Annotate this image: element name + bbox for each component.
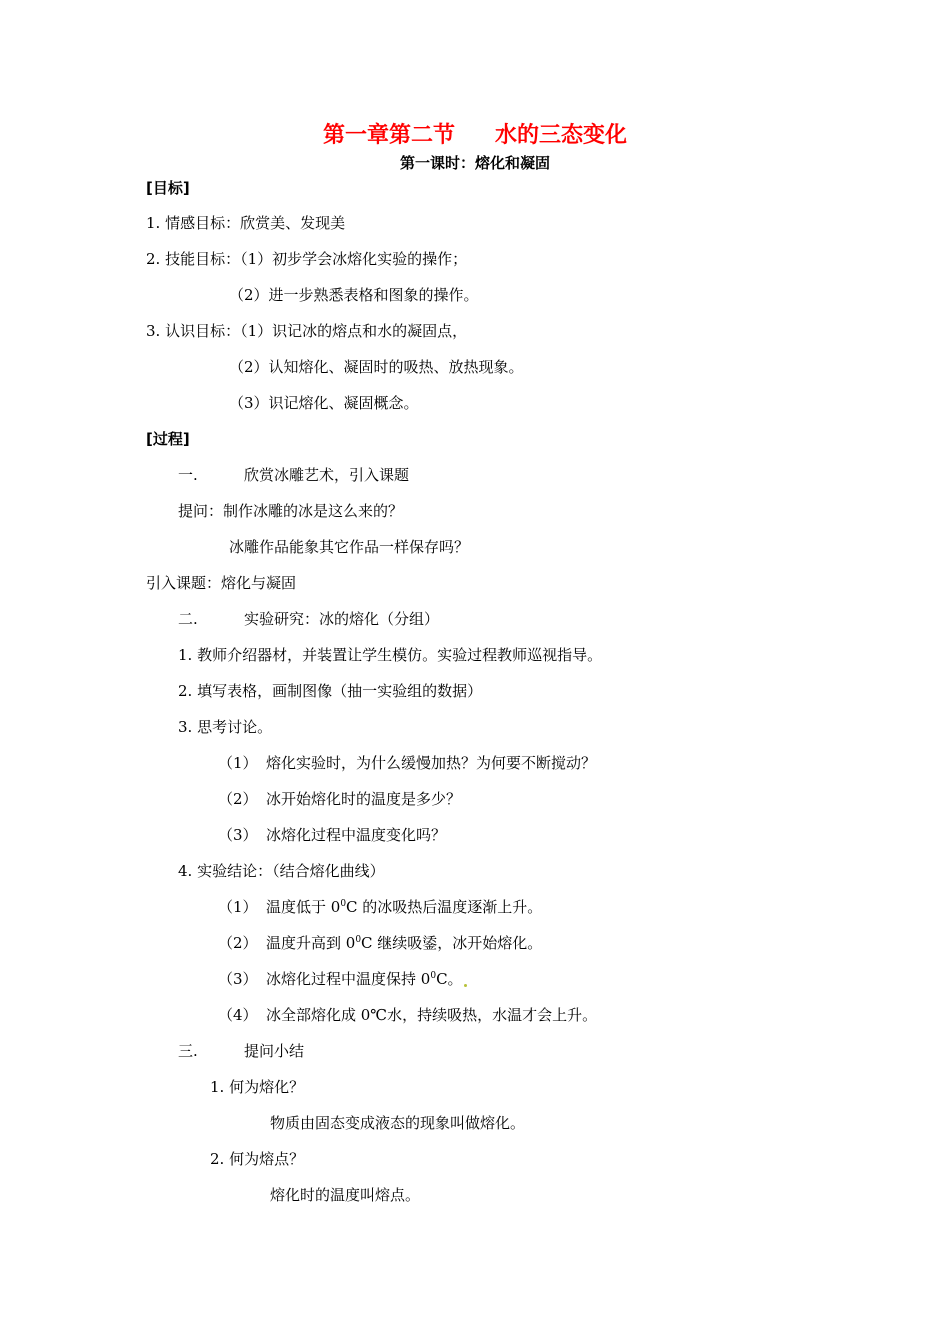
conclusion-1-superscript: 0	[340, 899, 347, 909]
conclusion-1-number: （1）	[218, 898, 258, 916]
conclusion-2-post: C 继续吸鋈，冰开始熔化。	[361, 934, 543, 952]
section-3-title: 提问小结	[244, 1042, 305, 1060]
conclusion-heading: 4. 实验结论：（结合熔化曲线）	[178, 862, 385, 880]
section-2-title: 实验研究：冰的熔化（分组）	[244, 610, 440, 628]
conclusion-4-number: （4）	[218, 1006, 258, 1024]
conclusion-4-pre: 冰全部熔化成 0℃水，持续吸热，水温才会上升。	[266, 1006, 598, 1024]
discussion-question-1	[218, 753, 596, 773]
discussion-question-3-text: 冰熔化过程中温度变化吗？	[266, 826, 447, 844]
summary-question-2: 2. 何为熔点？	[210, 1150, 305, 1168]
section-2-step-1: 1. 教师介绍器材，并装置让学生模仿。实验过程教师巡视指导。	[178, 646, 603, 664]
section-1-intro: 引入课题：熔化与凝固	[146, 574, 297, 592]
goal-item-1: 1. 情感目标：欣赏美、发现美	[146, 214, 346, 232]
section-1-question-1: 提问：制作冰雕的冰是这么来的？	[178, 502, 404, 520]
section-1-question-2: 冰雕作品能象其它作品一样保存吗？	[229, 538, 470, 556]
discussion-question-3	[218, 825, 446, 845]
discussion-question-1-text: 熔化实验时，为什么缓慢加热？为何要不断搅动？	[266, 754, 597, 772]
section-1-heading	[178, 465, 409, 485]
section-3-heading	[178, 1041, 304, 1061]
section-1-title: 欣赏冰雕艺术，引入课题	[244, 466, 410, 484]
section-2-number: 二.	[178, 610, 198, 628]
goal-item-2: 2. 技能目标：（1）初步学会冰熔化实验的操作；	[146, 250, 468, 268]
document-title	[0, 122, 950, 150]
discussion-question-2-number: （2）	[218, 790, 258, 808]
conclusion-3-superscript: 0	[430, 971, 437, 981]
goal-item-3b: （2）认知熔化、凝固时的吸热、放热现象。	[229, 358, 524, 376]
discussion-question-3-number: （3）	[218, 826, 258, 844]
process-heading: [过程]	[146, 430, 190, 448]
document-subtitle: 第一课时：熔化和凝固	[399, 154, 550, 172]
conclusion-1-post: C 的冰吸热后温度逐渐上升。	[346, 898, 543, 916]
goal-item-3c: （3）识记熔化、凝固概念。	[229, 394, 419, 412]
section-1-number: 一.	[178, 466, 198, 484]
conclusion-3-number: （3）	[218, 970, 258, 988]
mark-dot	[464, 984, 467, 987]
summary-answer-2: 熔化时的温度叫熔点。	[270, 1186, 421, 1204]
conclusion-2-pre: 温度升高到 0	[266, 934, 356, 952]
section-2-heading	[178, 609, 439, 629]
discussion-question-1-number: （1）	[218, 754, 258, 772]
summary-question-1: 1. 何为熔化？	[210, 1078, 305, 1096]
conclusion-2	[218, 933, 542, 953]
goal-item-2b: （2）进一步熟悉表格和图象的操作。	[229, 286, 479, 304]
conclusion-2-number: （2）	[218, 934, 258, 952]
conclusion-2-superscript: 0	[355, 935, 362, 945]
conclusion-3	[218, 969, 468, 989]
goals-heading: [目标]	[146, 179, 190, 197]
goal-item-3: 3. 认识目标：（1）识记冰的熔点和水的凝固点，	[146, 322, 468, 340]
section-2-step-3: 3. 思考讨论。	[178, 718, 273, 736]
conclusion-3-pre: 冰熔化过程中温度保持 0	[266, 970, 431, 988]
section-3-number: 三.	[178, 1042, 198, 1060]
title-chapter: 第一章第二节	[322, 123, 455, 148]
conclusion-1	[218, 897, 542, 917]
conclusion-3-post: C。	[436, 970, 463, 988]
section-2-step-2: 2. 填写表格，画制图像（抽一实验组的数据）	[178, 682, 483, 700]
discussion-question-2	[218, 789, 461, 809]
discussion-question-2-text: 冰开始熔化时的温度是多少？	[266, 790, 462, 808]
conclusion-4	[218, 1005, 597, 1025]
summary-answer-1: 物质由固态变成液态的现象叫做熔化。	[270, 1114, 526, 1132]
title-topic: 水的三态变化	[495, 123, 628, 148]
conclusion-1-pre: 温度低于 0	[266, 898, 341, 916]
